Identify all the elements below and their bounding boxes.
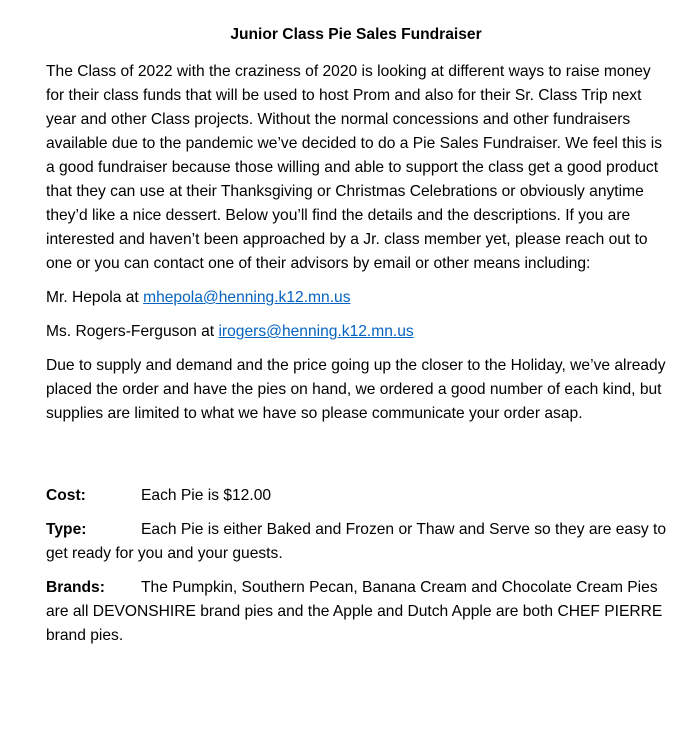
- brands-text: The Pumpkin, Southern Pecan, Banana Cream and Chocolate Cream Pies are all DEVONSHIRE brand pies and the Apple and Dutch Apple are both CHEF PIERRE brand pies.: [46, 579, 663, 644]
- email-link-hepola[interactable]: mhepola@henning.k12.mn.us: [143, 289, 351, 306]
- contact-prefix: Mr. Hepola at: [46, 289, 144, 306]
- blank-space: [46, 436, 666, 484]
- supply-paragraph: Due to supply and demand and the price going up the closer to the Holiday, we’ve already placed the order and have the pies on hand, we ordered a good number of each kind, but supplies are limited to what we have so please communicate your order asap.: [46, 357, 666, 422]
- cost-label: Cost:: [46, 487, 86, 504]
- type-text: Each Pie is either Baked and Frozen or Thaw and Serve so they are easy to get ready for you and your guests.: [46, 521, 666, 562]
- contact-line-hepola: [46, 286, 666, 310]
- document-title: Junior Class Pie Sales Fundraiser: [230, 26, 482, 43]
- brands-line: [46, 576, 666, 648]
- intro-paragraph: The Class of 2022 with the craziness of 2020 is looking at different ways to raise money for their class funds that will be used to host Prom and also for their Sr. Class Trip next year and other Class projects. Without the normal concessions and other fundraisers available due to the pandemic we’ve decided to do a Pie Sales Fundraiser. We feel this is a good fundraiser because those willing and able to support the class get a good product that they can use at their Thanksgiving or Christmas Celebrations or obviously anytime they’d like a nice dessert. Below you’ll find the details and the descriptions. If you are interested and haven’t been approached by a Jr. class member yet, please reach out to one or you can contact one of their advisors by email or other means including:: [46, 63, 663, 272]
- cost-line: [46, 484, 666, 508]
- contact-line-rogers-ferguson: [46, 320, 666, 344]
- type-label: Type:: [46, 521, 87, 538]
- document-page: [46, 24, 666, 658]
- brands-label: Brands:: [46, 579, 105, 596]
- contact-prefix: Ms. Rogers-Ferguson at: [46, 323, 219, 340]
- cost-text: Each Pie is $12.00: [141, 487, 272, 504]
- email-link-rogers-ferguson[interactable]: irogers@henning.k12.mn.us: [218, 323, 414, 340]
- type-line: [46, 518, 666, 566]
